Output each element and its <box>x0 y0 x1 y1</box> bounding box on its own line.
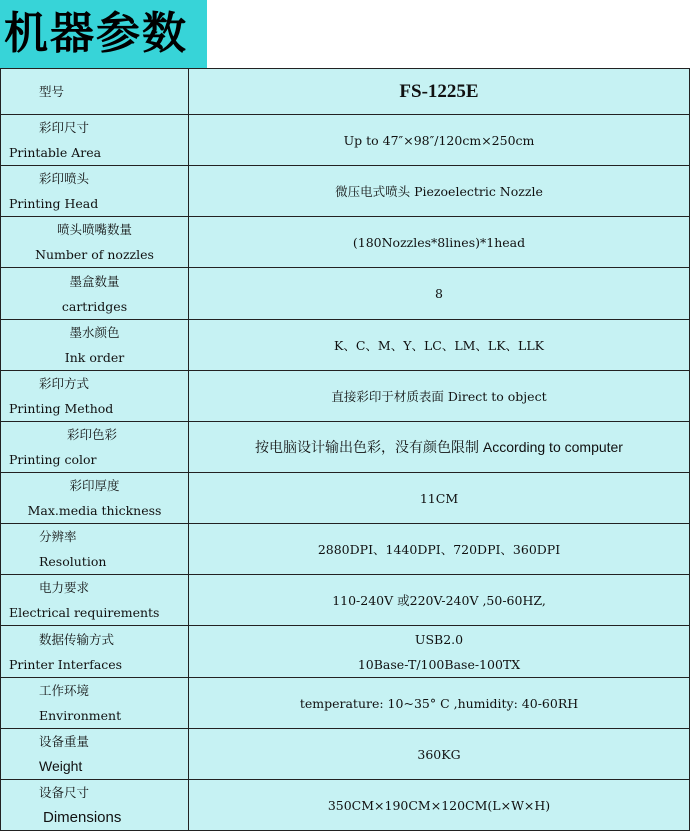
title-banner <box>0 0 207 68</box>
table-row <box>1 780 690 831</box>
spec-value-text: 11CM <box>419 490 459 506</box>
table-row <box>1 575 690 626</box>
spec-label-en: Number of nozzles <box>35 247 154 262</box>
spec-label <box>1 473 189 524</box>
spec-value-line-1: USB2.0 <box>414 631 464 647</box>
spec-label-cn: 分辨率 <box>39 529 77 544</box>
spec-label <box>1 729 189 780</box>
spec-label-cn: 彩印色彩 <box>67 427 118 442</box>
spec-value-text: Up to 47″×98″/120cm×250cm <box>343 132 535 148</box>
spec-value <box>189 626 690 678</box>
spec-value-text: 2880DPI、1440DPI、720DPI、360DPI <box>317 541 561 557</box>
spec-label <box>1 217 189 268</box>
table-row <box>1 268 690 320</box>
spec-label <box>1 371 189 422</box>
spec-value <box>189 69 690 115</box>
spec-label-en: Dimensions <box>43 809 122 826</box>
spec-label-cn: 墨盒数量 <box>69 273 120 289</box>
spec-value <box>189 729 690 780</box>
spec-label-cn: 喷头喷嘴数量 <box>56 222 132 237</box>
spec-label <box>1 320 189 371</box>
spec-label <box>1 575 189 626</box>
spec-value-text: 360KG <box>417 746 461 762</box>
table-row <box>1 166 690 217</box>
spec-label-cn: 彩印喷头 <box>39 171 90 186</box>
spec-label <box>1 422 189 473</box>
spec-label-en: Printing color <box>9 452 97 467</box>
table-row <box>1 217 690 268</box>
spec-value-text: 微压电式喷头 Piezoelectric Nozzle <box>335 183 543 199</box>
spec-label-cn: 彩印厚度 <box>69 478 120 493</box>
spec-value <box>189 115 690 166</box>
spec-label-en: Weight <box>39 758 83 774</box>
table-row <box>1 69 690 115</box>
spec-label-en: Electrical requirements <box>9 605 160 620</box>
spec-value <box>189 575 690 626</box>
spec-label-cn: 型号 <box>39 84 65 99</box>
spec-label-cn: 彩印尺寸 <box>39 120 90 135</box>
spec-value <box>189 524 690 575</box>
spec-label-en: Max.media thickness <box>27 503 162 518</box>
spec-value <box>189 166 690 217</box>
spec-value <box>189 268 690 320</box>
spec-value-line-2: 10Base-T/100Base-100TX <box>357 656 521 672</box>
spec-label-cn: 彩印方式 <box>39 376 90 391</box>
table-row <box>1 371 690 422</box>
spec-label <box>1 780 189 831</box>
spec-label <box>1 626 189 678</box>
spec-value <box>189 320 690 371</box>
page-title: 机器参数 <box>4 8 188 59</box>
spec-label-en: Environment <box>39 708 122 723</box>
spec-label-en: cartridges <box>61 298 128 314</box>
spec-label <box>1 524 189 575</box>
spec-label-en: Resolution <box>39 554 107 569</box>
table-row <box>1 678 690 729</box>
table-row <box>1 473 690 524</box>
table-row <box>1 422 690 473</box>
table-row <box>1 524 690 575</box>
spec-value-text: 110-240V 或220V-240V ,50-60HZ, <box>332 592 546 608</box>
spec-label <box>1 268 189 320</box>
spec-table <box>0 68 690 831</box>
spec-label-en: Printing Method <box>9 401 114 416</box>
spec-label-en: Printer Interfaces <box>9 656 123 672</box>
spec-label <box>1 115 189 166</box>
spec-label-cn: 墨水颜色 <box>69 325 120 340</box>
spec-value <box>189 217 690 268</box>
spec-label <box>1 166 189 217</box>
spec-value-text: 直接彩印于材质表面 Direct to object <box>331 388 547 404</box>
spec-label-en: Printing Head <box>9 196 99 211</box>
spec-value <box>189 422 690 473</box>
spec-value <box>189 473 690 524</box>
table-row <box>1 626 690 678</box>
spec-label-cn: 数据传输方式 <box>39 631 115 647</box>
spec-value-text: 8 <box>435 286 443 301</box>
spec-value <box>189 678 690 729</box>
table-row <box>1 729 690 780</box>
spec-label-cn: 设备重量 <box>39 734 90 749</box>
spec-value <box>189 371 690 422</box>
spec-value-text: (180Nozzles*8lines)*1head <box>352 234 526 250</box>
spec-label <box>1 678 189 729</box>
spec-label-cn: 设备尺寸 <box>39 785 90 800</box>
spec-value-text: 按电脑设计输出色彩，没有颜色限制 According to computer <box>255 438 623 455</box>
spec-label-cn: 电力要求 <box>39 580 90 595</box>
spec-value-text: temperature: 10~35° C ,humidity: 40-60RH <box>299 695 579 711</box>
spec-value-text: 350CM×190CM×120CM(L×W×H) <box>327 797 551 813</box>
spec-label <box>1 69 189 115</box>
spec-label-en: Printable Area <box>9 145 102 160</box>
table-row <box>1 320 690 371</box>
spec-label-en: Ink order <box>64 350 125 365</box>
model-value: FS-1225E <box>399 80 479 102</box>
spec-value-text: K、C、M、Y、LC、LM、LK、LLK <box>334 337 544 353</box>
spec-value <box>189 780 690 831</box>
spec-label-cn: 工作环境 <box>39 683 90 698</box>
table-row <box>1 115 690 166</box>
